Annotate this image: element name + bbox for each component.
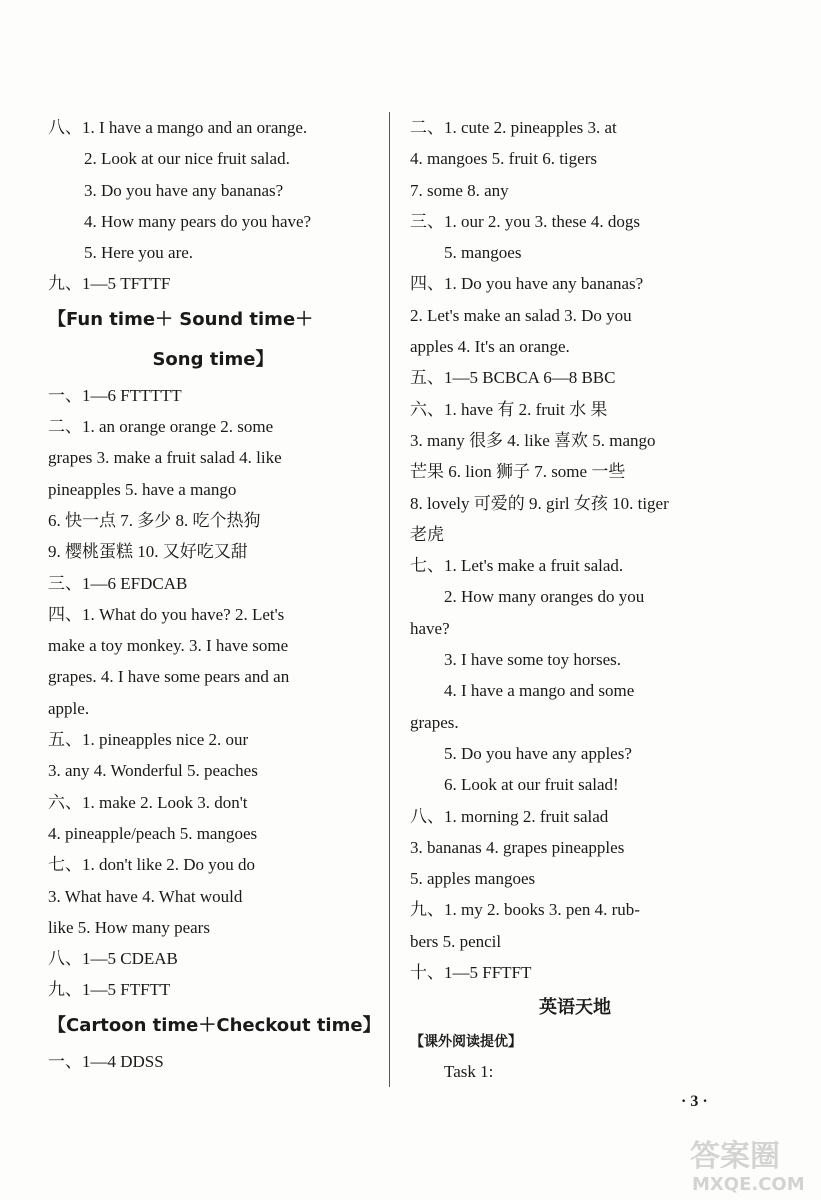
answer-line: 五、1—5 BCBCA 6—8 BBC xyxy=(410,368,616,388)
answer-line: 2. How many oranges do you xyxy=(444,587,645,607)
section-heading: 【Fun time＋ Sound time＋ xyxy=(48,308,314,330)
answer-line: 二、1. cute 2. pineapples 3. at xyxy=(410,118,617,137)
answer-line: 老虎 xyxy=(410,524,444,544)
watermark-url: MXQE.COM xyxy=(692,1174,805,1194)
answer-line: 5. mangoes xyxy=(444,243,522,263)
answer-line: 八、1—5 CDEAB xyxy=(48,949,178,969)
answer-line: grapes 3. make a fruit salad 4. like xyxy=(48,448,282,468)
answer-line: 4. pineapple/peach 5. mangoes xyxy=(48,823,258,843)
answer-line: 3. many 很多 4. like 喜欢 5. mango xyxy=(410,430,656,450)
answer-line: 芒果 6. lion 狮子 7. some 一些 xyxy=(410,462,626,482)
watermark-logo xyxy=(688,1132,814,1194)
answer-line: like 5. How many pears xyxy=(48,917,210,937)
answer-line: 2. Let's make an salad 3. Do you xyxy=(410,305,632,325)
answer-line: Task 1: xyxy=(444,1062,494,1082)
right-column xyxy=(410,112,740,1088)
answer-line: 四、1. What do you have? 2. Let's xyxy=(48,604,285,624)
answer-line: grapes. xyxy=(410,712,459,732)
answer-line: 三、1—6 EFDCAB xyxy=(48,573,188,593)
answer-line: 4. How many pears do you have? xyxy=(84,211,312,231)
answer-line: 九、1. my 2. books 3. pen 4. rub- xyxy=(410,900,640,920)
answer-line: apples 4. It's an orange. xyxy=(410,337,570,357)
answer-line: 6. 快一点 7. 多少 8. 吃个热狗 xyxy=(48,510,261,530)
answer-line: 4. I have a mango and some xyxy=(444,681,635,701)
answer-line: 九、1—5 TFTTF xyxy=(48,274,171,294)
answer-line: 6. Look at our fruit salad! xyxy=(444,775,619,795)
answer-line: 5. Here you are. xyxy=(84,243,194,263)
column-divider xyxy=(389,112,390,1087)
page-number: · 3 · xyxy=(681,1093,708,1110)
answer-line: 八、1. I have a mango and an orange. xyxy=(48,118,308,137)
answer-line: 六、1. have 有 2. fruit 水 果 xyxy=(410,399,608,419)
left-column xyxy=(48,112,381,1077)
answer-line: 四、1. Do you have any bananas? xyxy=(410,274,644,294)
answer-line: make a toy monkey. 3. I have some xyxy=(48,636,289,656)
answer-line: 五、1. pineapples nice 2. our xyxy=(48,730,249,750)
answer-line: 9. 樱桃蛋糕 10. 又好吃又甜 xyxy=(48,542,248,562)
answer-line: 六、1. make 2. Look 3. don't xyxy=(48,792,248,812)
section-heading: 【Cartoon time＋Checkout time】 xyxy=(48,1014,381,1036)
answer-line: 二、1. an orange orange 2. some xyxy=(48,417,274,437)
answer-line: 4. mangoes 5. fruit 6. tigers xyxy=(410,149,597,169)
answer-line: 3. What have 4. What would xyxy=(48,886,243,906)
answer-line: 三、1. our 2. you 3. these 4. dogs xyxy=(410,211,640,231)
answer-line: 5. apples mangoes xyxy=(410,869,536,889)
answer-line: 一、1—6 FTTTTT xyxy=(48,385,182,405)
answer-line: pineapples 5. have a mango xyxy=(48,479,237,499)
answer-line: 5. Do you have any apples? xyxy=(444,743,632,763)
answer-line: 七、1. don't like 2. Do you do xyxy=(48,855,256,875)
answer-line: 3. I have some toy horses. xyxy=(444,650,622,670)
subsection-heading: 【课外阅读提优】 xyxy=(410,1034,522,1051)
answer-line: 九、1—5 FTFTT xyxy=(48,980,171,1000)
answer-line: apple. xyxy=(48,698,90,718)
section-heading: Song time】 xyxy=(152,348,274,370)
answer-line: 七、1. Let's make a fruit salad. xyxy=(410,556,624,576)
answer-line: 3. bananas 4. grapes pineapples xyxy=(410,837,625,857)
section-title: 英语天地 xyxy=(539,997,611,1019)
answer-line: 7. some 8. any xyxy=(410,180,509,200)
answer-line: bers 5. pencil xyxy=(410,931,502,951)
answer-line: grapes. 4. I have some pears and an xyxy=(48,667,290,687)
answer-line: 3. any 4. Wonderful 5. peaches xyxy=(48,761,258,781)
answer-line: 8. lovely 可爱的 9. girl 女孩 10. tiger xyxy=(410,493,669,513)
watermark-text: 答案圈 xyxy=(690,1139,780,1174)
answer-line: 2. Look at our nice fruit salad. xyxy=(84,149,290,169)
answer-line: 十、1—5 FFTFT xyxy=(410,963,532,983)
answer-line: have? xyxy=(410,618,450,638)
answer-line: 八、1. morning 2. fruit salad xyxy=(410,806,609,826)
answer-line: 一、1—4 DDSS xyxy=(48,1051,164,1071)
answer-line: 3. Do you have any bananas? xyxy=(84,180,284,200)
